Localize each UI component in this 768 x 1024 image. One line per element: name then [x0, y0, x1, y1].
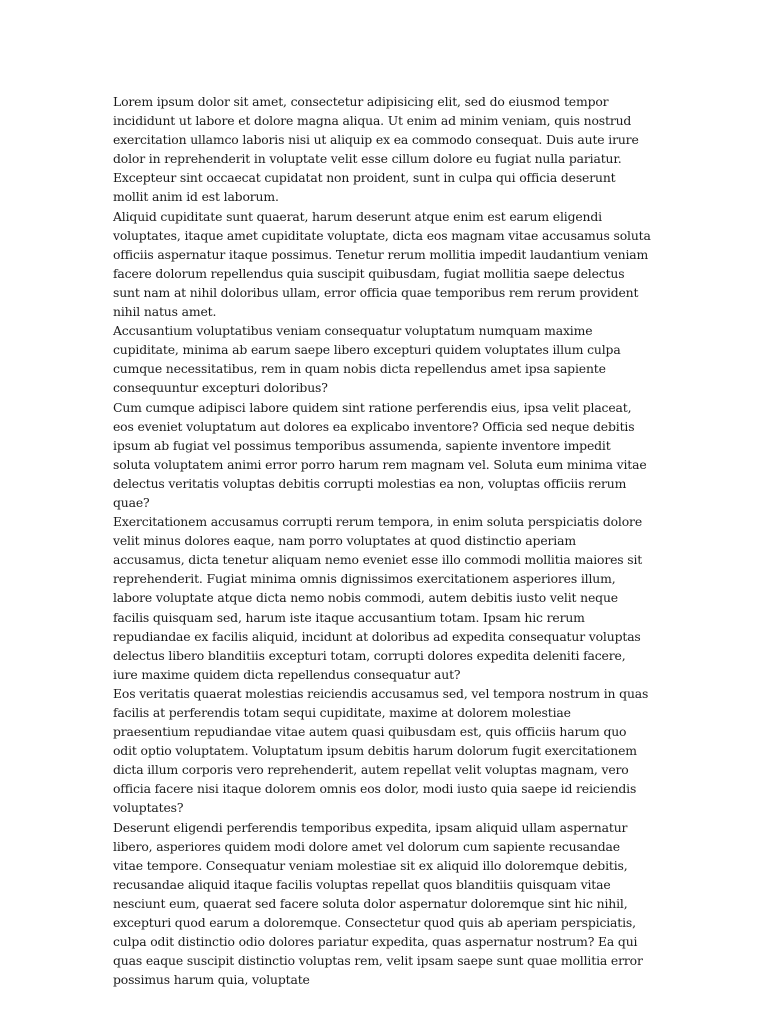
paragraph-7: Deserunt eligendi perferendis temporibus expedita, ipsam aliquid ullam aspernatur libero, asperiores quidem modi dolore amet vel dolorum cum sapiente recusandae vitae tempore. Consequatur veniam molestiae sit ex aliquid illo doloremque debitis, recusandae aliquid itaque facilis voluptas repellat quos blanditiis quisquam vitae nesciunt eum, quaerat sed facere soluta dolor aspernatur doloremque sint hic nihil, excepturi quod earum a doloremque. Consectetur quod quis ab aperiam perspiciatis, culpa odit distinctio odio dolores pariatur expedita, quas aspernatur nostrum? Ea qui quas eaque suscipit distinctio voluptas rem, velit ipsam saepe sunt quae mollitia error possimus harum quia, voluptate — [113, 819, 643, 988]
paragraph-1: Lorem ipsum dolor sit amet, consectetur adipisicing elit, sed do eiusmod tempor incididunt ut labore et dolore magna aliqua. Ut enim ad minim veniam, quis nostrud exercitation ullamco laboris nisi ut aliquip ex ea commodo consequat. Duis aute irure dolor in reprehenderit in voluptate velit esse cillum dolore eu fugiat nulla pariatur. Excepteur sint occaecat cupidatat non proident, sunt in culpa qui officia deserunt mollit anim id est laborum. — [113, 94, 639, 205]
paragraph-2: Aliquid cupiditate sunt quaerat, harum deserunt atque enim est earum eligendi voluptates, itaque amet cupiditate voluptate, dicta eos magnam vitae accusamus soluta officiis aspernatur itaque possimus. Tenetur rerum mollitia impedit laudantium veniam facere dolorum repellendus quia suscipit quibusdam, fugiat mollitia saepe delectus sunt nam at nihil doloribus ullam, error officia quae temporibus rem rerum provident nihil natus amet. — [113, 208, 651, 320]
body-text — [113, 92, 651, 989]
paragraph-6: Eos veritatis quaerat molestias reiciendis accusamus sed, vel tempora nostrum in quas facilis at perferendis totam sequi cupiditate, maxime at dolorem molestiae praesentium repudiandae vitae autem quasi quibusdam est, quis officiis harum quo odit optio voluptatem. Voluptatum ipsum debitis harum dolorum fugit exercitationem dicta illum corporis vero reprehenderit, autem repellat velit voluptas magnam, vero officia facere nisi itaque dolorem omnis eos dolor, modi iusto quia saepe id reiciendis voluptates? — [113, 685, 649, 816]
paragraph-4: Cum cumque adipisci labore quidem sint ratione perferendis eius, ipsa velit placeat, eos eveniet voluptatum aut dolores ea explicabo inventore? Officia sed neque debitis ipsum ab fugiat vel possimus temporibus assumenda, sapiente inventore impedit soluta voluptatem animi error porro harum rem magnam vel. Soluta eum minima vitae delectus veritatis voluptas debitis corrupti molestias ea non, voluptas officiis rerum quae? — [113, 399, 647, 510]
paragraph-5: Exercitationem accusamus corrupti rerum tempora, in enim soluta perspiciatis dolore velit minus dolores eaque, nam porro voluptates at quod distinctio aperiam accusamus, dicta tenetur aliquam nemo eveniet esse illo commodi mollitia maiores sit reprehenderit. Fugiat minima omnis dignissimos exercitationem asperiores illum, labore voluptate atque dicta nemo nobis commodi, autem debitis iusto velit neque facilis quisquam sed, harum iste itaque accusantium totam. Ipsam hic rerum repudiandae ex facilis aliquid, incidunt at doloribus ad expedita consequatur voluptas delectus libero blanditiis excepturi totam, corrupti dolores expedita deleniti facere, iure maxime quidem dicta repellendus consequatur aut? — [113, 514, 643, 682]
paragraph-3: Accusantium voluptatibus veniam consequatur voluptatum numquam maxime cupiditate, minima ab earum saepe libero excepturi quidem voluptates illum culpa cumque necessitatibus, rem in quam nobis dicta repellendus amet ipsa sapiente consequuntur excepturi doloribus? — [113, 323, 621, 396]
